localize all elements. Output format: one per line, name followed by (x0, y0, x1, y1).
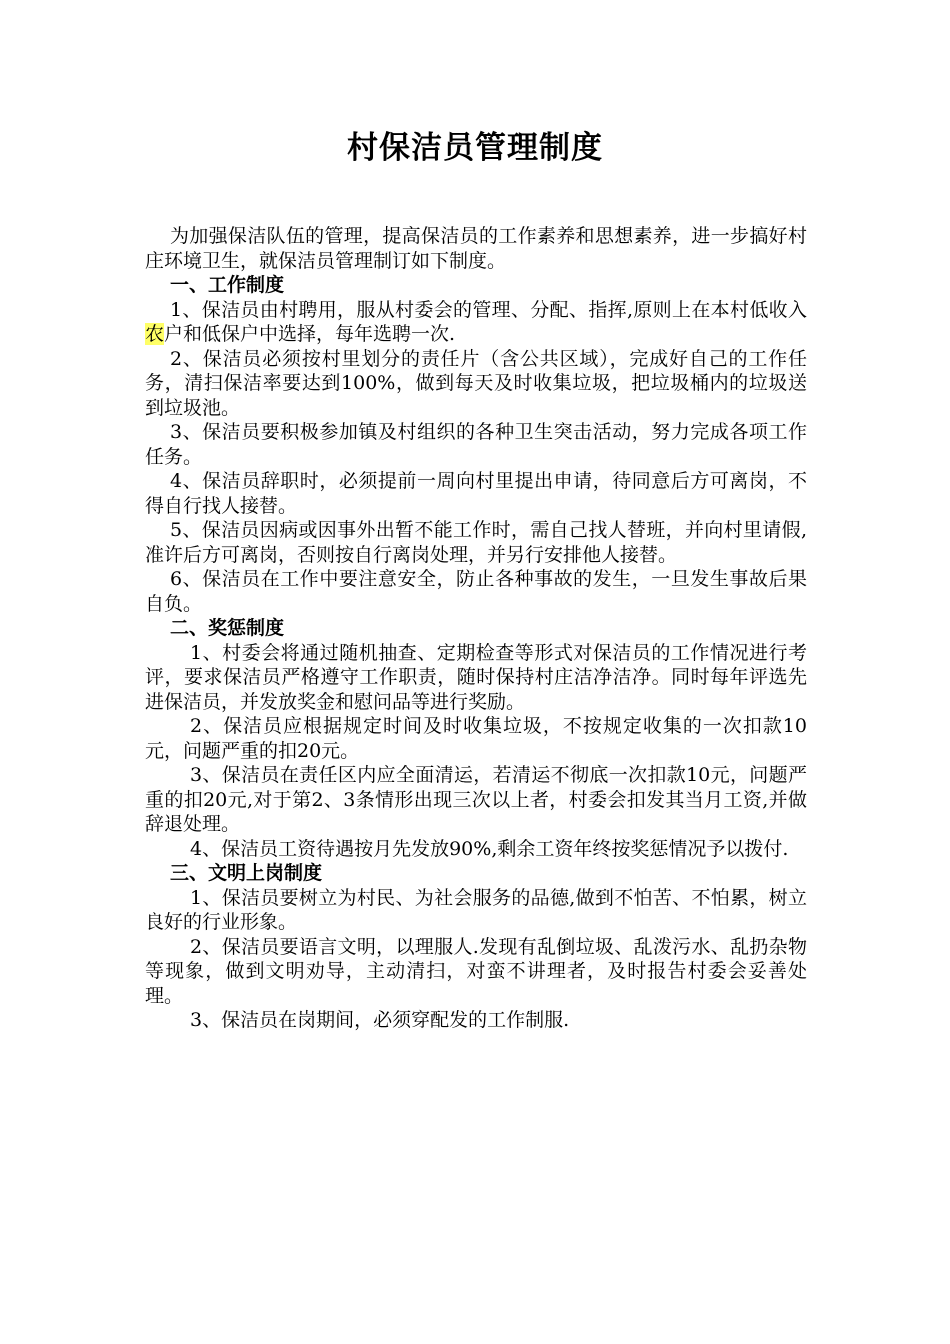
document-body (145, 224, 807, 1033)
intro-paragraph: 为加强保洁队伍的管理，提高保洁员的工作素养和思想素养，进一步搞好村庄环境卫生，就保洁员管理制订如下制度。 (145, 225, 807, 272)
work-rule-2: 2、保洁员必须按村里划分的责任片（含公共区域），完成好自己的工作任务，清扫保洁率要达到100%，做到每天及时收集垃圾，把垃圾桶内的垃圾送到垃圾池。 (145, 347, 807, 419)
reward-rule-4: 4、保洁员工资待遇按月先发放90%,剩余工资年终按奖惩情况予以拨付. (190, 837, 789, 860)
work-rule-1-text-a: 1、保洁员由村聘用，服从村委会的管理、分配、指挥,原则上在本村低收入 (170, 298, 807, 321)
section-heading-work: 一、工作制度 (170, 274, 285, 296)
conduct-rule-1: 1、保洁员要树立为村民、为社会服务的品德,做到不怕苦、不怕累，树立良好的行业形象。 (145, 886, 807, 933)
work-rule-3: 3、保洁员要积极参加镇及村组织的各种卫生突击活动，努力完成各项工作任务。 (145, 421, 807, 468)
reward-rule-1: 1、村委会将通过随机抽查、定期检查等形式对保洁员的工作情况进行考评，要求保洁员严格遵守工作职责，随时保持村庄洁净洁净。同时每年评选先进保洁员，并发放奖金和慰问品等进行奖励。 (145, 641, 807, 713)
document-title: 村保洁员管理制度 (347, 130, 603, 166)
conduct-rule-2: 2、保洁员要语言文明，以理服人.发现有乱倒垃圾、乱泼污水、乱扔杂物等现象，做到文明劝导，主动清扫，对蛮不讲理者，及时报告村委会妥善处理。 (145, 935, 807, 1007)
section-heading-conduct: 三、文明上岗制度 (170, 862, 323, 884)
work-rule-4: 4、保洁员辞职时，必须提前一周向村里提出申请，待同意后方可离岗，不得自行找人接替。 (145, 470, 807, 517)
conduct-rule-3: 3、保洁员在岗期间，必须穿配发的工作制服. (190, 1009, 570, 1031)
reward-rule-2: 2、保洁员应根据规定时间及时收集垃圾，不按规定收集的一次扣款10元，问题严重的扣20元。 (145, 715, 807, 762)
section-heading-rewards: 二、奖惩制度 (170, 617, 285, 639)
work-rule-5: 5、保洁员因病或因事外出暂不能工作时，需自己找人替班，并向村里请假,准许后方可离岗，否则按自行离岗处理，并另行安排他人接替。 (145, 519, 807, 566)
reward-rule-3: 3、保洁员在责任区内应全面清运，若清运不彻底一次扣款10元，问题严重的扣20元,对于第2、3条情形出现三次以上者，村委会扣发其当月工资,并做辞退处理。 (145, 764, 807, 835)
work-rule-6: 6、保洁员在工作中要注意安全，防止各种事故的发生，一旦发生事故后果自负。 (145, 568, 807, 615)
work-rule-1-text-b: 户和低保户中选择，每年选聘一次. (164, 323, 456, 345)
highlighted-text: 农 (145, 323, 165, 345)
work-rule-1 (145, 298, 807, 347)
